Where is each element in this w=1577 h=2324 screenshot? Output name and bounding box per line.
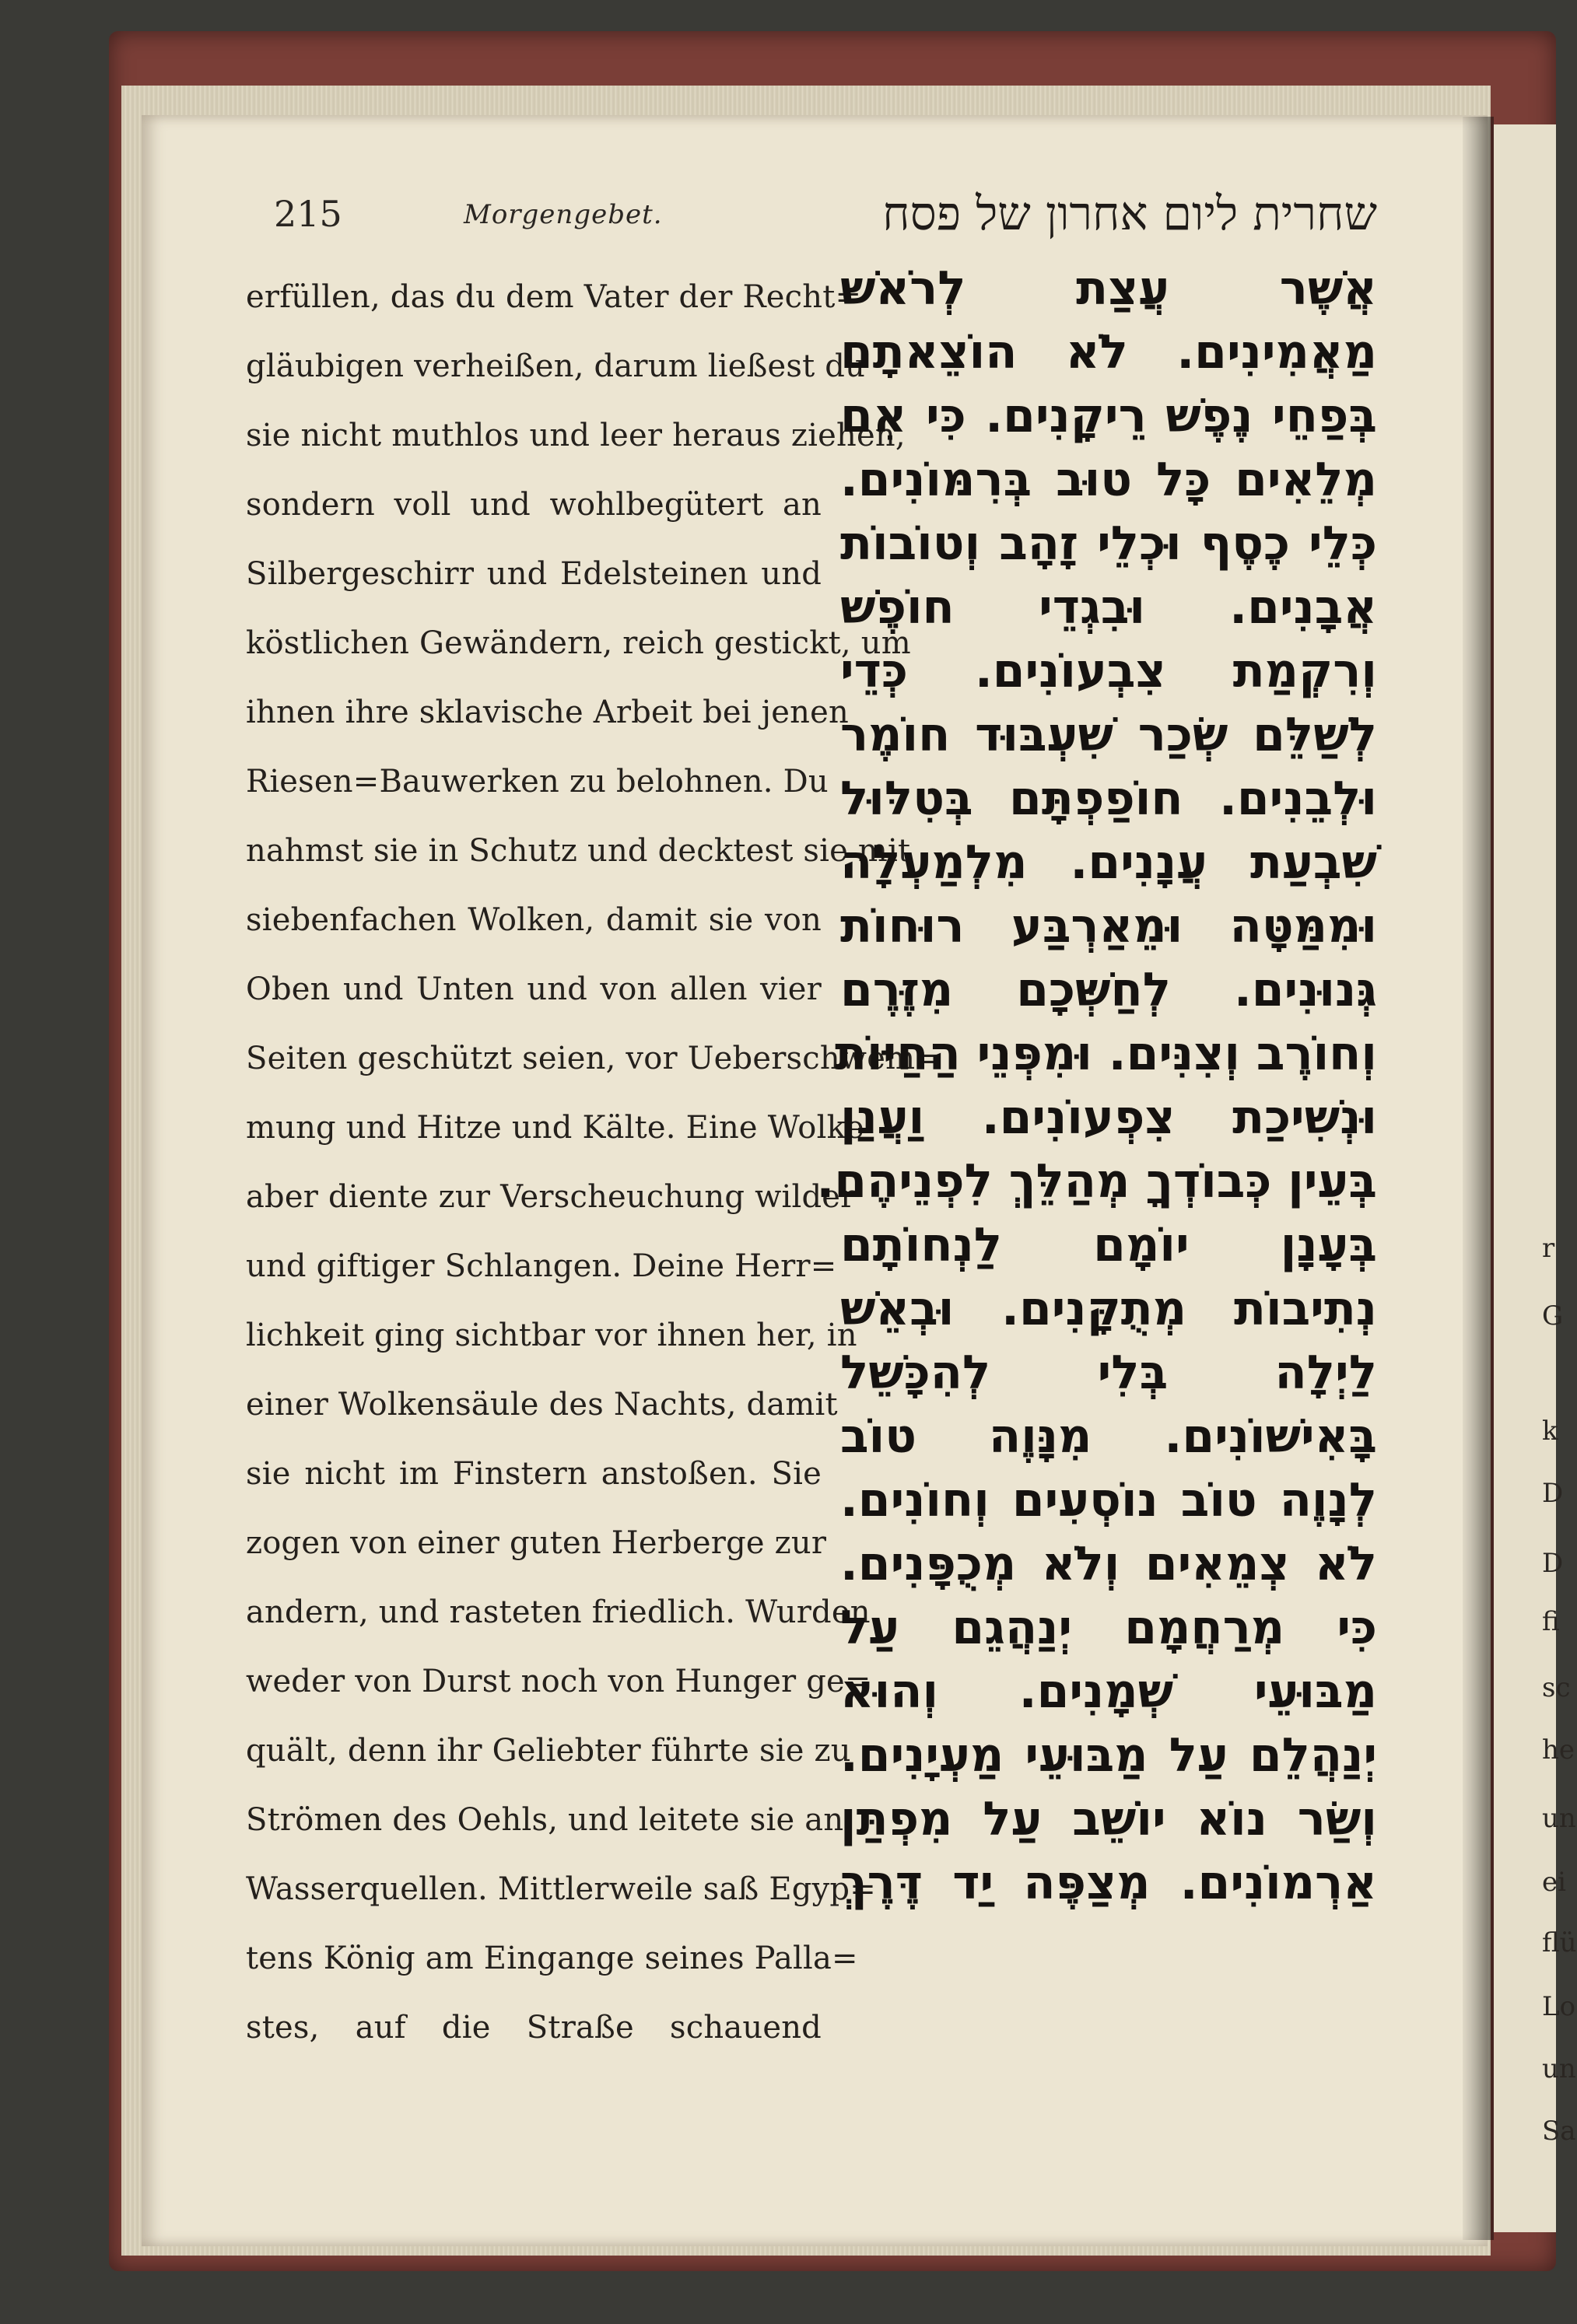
german-text-line: stes, auf die Straße schauend: [246, 2010, 822, 2046]
german-text-line: sondern voll und wohlbegütert an: [246, 487, 822, 523]
german-text-line: Riesen=Bauwerken zu belohnen. Du: [246, 764, 829, 800]
german-text-line: sie nicht im Finstern anstoßen. Sie: [246, 1456, 822, 1492]
hebrew-text-line: כִּי מְרַחֲמָם יְנַהֲגֵם עַל: [840, 1601, 1377, 1655]
hebrew-text-line: נְתִיבוֹת מְתֻקָּנִים. וּבְאֵשׁ: [840, 1282, 1377, 1336]
german-text-line: Strömen des Oehls, und leitete sie an: [246, 1802, 844, 1838]
next-page-fragment: k: [1542, 1416, 1558, 1447]
hebrew-text-column: [816, 257, 1377, 1915]
german-text-line: tens König am Eingange seines Palla=: [246, 1941, 858, 1976]
hebrew-text-line: לְשַׁלֵּם שְׂכַר שִׁעְבּוּד חוֹמֶר: [840, 708, 1377, 762]
german-text-line: köstlichen Gewändern, reich gestickt, um: [246, 625, 911, 661]
hebrew-text-line: יְנַהֲלֵם עַל מַבּוּעֵי מַעְיָנִים.: [840, 1728, 1377, 1783]
german-text-line: Seiten geschützt seien, vor Ueberschwem=: [246, 1041, 941, 1076]
hebrew-text-line: לֹא צְמֵאִים וְלֹא מְכֻפָּנִים.: [840, 1537, 1377, 1591]
next-page-fragment: ei: [1542, 1867, 1566, 1898]
next-page-fragment: fi: [1542, 1606, 1560, 1637]
hebrew-text-line: מַבּוּעֵי שְׁמָנִים. וְהוּא: [840, 1664, 1377, 1719]
german-text-line: ihnen ihre sklavische Arbeit bei jenen: [246, 695, 849, 730]
german-text-line: einer Wolkensäule des Nachts, damit: [246, 1387, 838, 1423]
hebrew-text-line: אַרְמוֹנִים. מְצַפֶּה יַד דֶּרֶךְ: [840, 1856, 1377, 1910]
german-text-column: [246, 263, 941, 2063]
hebrew-text-line: בְּעָנָן יוֹמָם לַנְחוֹתָם: [840, 1218, 1377, 1272]
hebrew-text-line: גְּנוּנִים. לְחַשְּׁכָם מִזֶּרֶם: [840, 963, 1377, 1017]
gutter-shadow: [1463, 117, 1494, 2240]
german-text-line: quält, denn ihr Geliebter führte sie zu: [246, 1733, 851, 1769]
german-text-line: zogen von einer guten Herberge zur: [246, 1525, 827, 1561]
next-page-edge: [1494, 124, 1577, 2232]
hebrew-text-line: לְנָוֶה טוֹב נוֹסְעִים וְחוֹנִים.: [840, 1473, 1377, 1528]
next-page-fragment: flü: [1542, 1927, 1577, 1958]
hebrew-text-line: וְרִקְמַת צִבְעוֹנִים. כְּדֵי: [840, 644, 1377, 698]
german-text-line: andern, und rasteten friedlich. Wurden: [246, 1594, 871, 1630]
hebrew-text-line: בְּעֵין כְּבוֹדְךָ מְהַלֵּךְ לִפְנֵיהֶם.: [816, 1154, 1377, 1209]
german-text-line: gläubigen verheißen, darum ließest du: [246, 348, 866, 384]
next-page-fragment: he: [1542, 1734, 1575, 1766]
hebrew-text-line: מְלֵאִים כָּל טוּב בְּרִמּוֹנִים.: [840, 453, 1377, 507]
hebrew-text-line: כְּלֵי כֶסֶף וּכְלֵי זָהָב וְטוֹבוֹת: [840, 516, 1377, 571]
next-page-fragment: Lo: [1542, 1991, 1576, 2022]
hebrew-text-line: לַיְלָה בְּלִי לְהִכָּשֵׁל: [840, 1346, 1377, 1400]
german-text-line: siebenfachen Wolken, damit sie von: [246, 902, 822, 938]
hebrew-text-line: אֲשֶׁר עֲצַת לְרֹאשׁ: [840, 261, 1377, 316]
running-head: Morgengebet.: [464, 199, 663, 230]
next-page-fragment: un: [1542, 2053, 1576, 2084]
hebrew-text-line: וְחוֹרֶב וְצִנִּים. וּמִפְּנֵי הַחַיּוֹת: [834, 1027, 1377, 1081]
hebrew-text-line: מַאֲמִינִים. לֹא הוֹצֵאתָם: [840, 325, 1377, 380]
german-text-line: Wasserquellen. Mittlerweile saß Egyp=: [246, 1871, 876, 1907]
hebrew-text-line: וּנְשִׁיכַת צִפְעוֹנִים. וַעֲנַן: [840, 1090, 1377, 1145]
german-text-line: mung und Hitze und Kälte. Eine Wolke: [246, 1110, 864, 1146]
next-page-fragment: D: [1542, 1548, 1564, 1579]
hebrew-text-line: וּלְבֵנִים. חוֹפַפְתָּם בְּטִלּוּל: [840, 772, 1377, 826]
german-text-line: sie nicht muthlos und leer heraus ziehen,: [246, 418, 906, 453]
next-page-fragment: r: [1542, 1233, 1555, 1264]
page-number: 215: [274, 193, 342, 235]
german-text-line: Oben und Unten und von allen vier: [246, 971, 822, 1007]
german-text-line: erfüllen, das du dem Vater der Recht=: [246, 279, 862, 315]
german-text-line: Silbergeschirr und Edelsteinen und: [246, 556, 822, 592]
next-page-fragment: D: [1542, 1478, 1564, 1509]
german-text-line: nahmst sie in Schutz und decktest sie mit: [246, 833, 911, 869]
hebrew-text-line: שִׁבְעַת עֲנָנִים. מִלְמַעְלָה: [840, 835, 1377, 890]
hebrew-text-line: וּמִמַּטָּה וּמֵאַרְבַּע רוּחוֹת: [840, 899, 1377, 954]
german-text-line: weder von Durst noch von Hunger ge=: [246, 1664, 871, 1699]
next-page-fragment: G: [1542, 1300, 1564, 1332]
next-page-fragment: sc: [1542, 1672, 1571, 1703]
hebrew-heading: שחרית ליום אחרון של פסח: [882, 187, 1377, 241]
next-page-fragment: Sa: [1542, 2116, 1576, 2147]
hebrew-text-line: וְשַׂר נוֹא יוֹשֵׁב עַל מִפְתַּן: [840, 1792, 1377, 1846]
german-text-line: aber diente zur Verscheuchung wilder: [246, 1179, 856, 1215]
hebrew-text-line: אֲבָנִים. וּבִגְדֵי חוֹפֶשׁ: [840, 580, 1377, 635]
hebrew-text-line: בָּאִישׁוֹנִים. מִנָּוֶה טוֹב: [840, 1409, 1377, 1464]
next-page-fragment: un: [1542, 1803, 1576, 1834]
hebrew-text-line: בְּפַחֵי נֶפֶשׁ רֵיקָנִים. כִּי אִם: [840, 389, 1377, 443]
german-text-line: und giftiger Schlangen. Deine Herr=: [246, 1248, 837, 1284]
german-text-line: lichkeit ging sichtbar vor ihnen her, in: [246, 1318, 857, 1353]
